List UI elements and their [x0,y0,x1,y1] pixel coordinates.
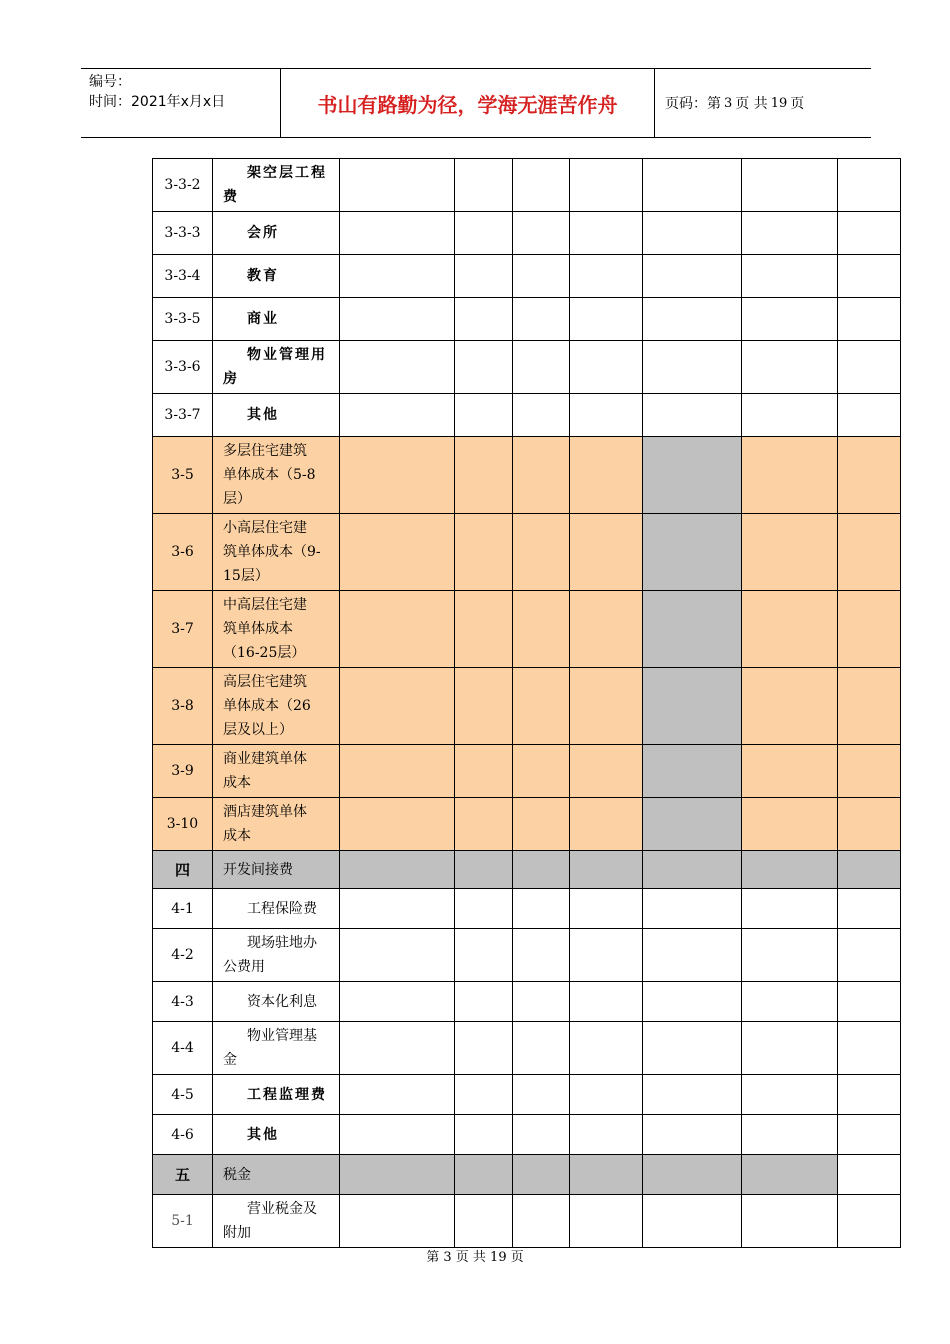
value-cell [838,1022,901,1075]
table-row [153,982,901,1022]
table-row [153,514,901,591]
table-row [153,1155,901,1195]
value-cell [742,159,838,212]
value-cell [570,982,643,1022]
value-cell [340,394,455,437]
value-cell [742,1155,838,1195]
value-cell [340,514,455,591]
item-name-line [223,694,337,718]
value-cell [643,437,742,514]
row-item-name [213,982,340,1022]
value-cell [838,929,901,982]
row-item-name [213,851,340,889]
row-code: 5-1 [153,1195,213,1248]
row-item-name [213,745,340,798]
value-cell [742,514,838,591]
item-name-line [223,343,337,367]
item-name-text: （16-25层） [223,645,306,661]
page-total: 19 [770,95,788,111]
row-code: 3-3-7 [153,394,213,437]
value-cell [513,394,570,437]
page-header [81,68,871,138]
value-cell [570,341,643,394]
row-item-name [213,437,340,514]
row-item-name [213,1075,340,1115]
table-row [153,341,901,394]
item-name-text: 层） [223,491,251,507]
table-row [153,668,901,745]
value-cell [455,798,513,851]
item-name-text: 工程保险费 [247,900,317,917]
value-cell [643,1022,742,1075]
value-cell [513,1115,570,1155]
value-cell [513,1195,570,1248]
value-cell [455,514,513,591]
value-cell [643,1115,742,1155]
item-name-text: 高层住宅建筑 [223,674,307,690]
item-name-line [223,990,337,1014]
value-cell [838,1115,901,1155]
value-cell [340,1155,455,1195]
value-cell [570,1075,643,1115]
table-row [153,798,901,851]
item-name-line [223,897,337,921]
value-cell [340,159,455,212]
value-cell [643,591,742,668]
row-item-name [213,929,340,982]
table-row [153,298,901,341]
value-cell [455,982,513,1022]
value-cell [455,341,513,394]
item-name-text: 教育 [247,268,279,284]
value-cell [643,212,742,255]
value-cell [340,255,455,298]
row-item-name [213,1195,340,1248]
item-name-text: 架空层工程 [247,165,327,181]
item-name-text: 税金 [223,1166,251,1183]
header-meta [81,69,281,137]
value-cell [455,668,513,745]
value-cell [455,298,513,341]
row-item-name [213,514,340,591]
page-suffix: 页 [790,96,805,112]
item-name-text: 其他 [247,407,279,423]
value-cell [455,159,513,212]
value-cell [742,1195,838,1248]
item-name-line [223,540,337,564]
item-name-line [223,367,337,391]
row-code: 3-10 [153,798,213,851]
item-name-text: 商业建筑单体 [223,751,307,767]
table-row [153,1022,901,1075]
item-name-text: 商业 [247,311,279,327]
item-name-text: 酒店建筑单体 [223,804,307,820]
value-cell [742,668,838,745]
value-cell [513,1022,570,1075]
value-cell [455,1115,513,1155]
cost-table [152,158,901,1248]
value-cell [455,212,513,255]
item-name-text: 筑单体成本 [223,621,293,637]
value-cell [513,255,570,298]
table-row [153,851,901,889]
value-cell [513,798,570,851]
table-row [153,1115,901,1155]
item-name-line [223,670,337,694]
table-row [153,1195,901,1248]
value-cell [340,745,455,798]
row-code: 3-6 [153,514,213,591]
value-cell [570,798,643,851]
value-cell [643,394,742,437]
item-name-line [223,955,337,979]
value-cell [838,255,901,298]
value-cell [570,745,643,798]
row-item-name [213,668,340,745]
value-cell [570,668,643,745]
row-code: 四 [153,851,213,889]
item-name-line [223,1163,337,1187]
value-cell [838,514,901,591]
value-cell [513,591,570,668]
row-item-name [213,394,340,437]
row-item-name [213,1115,340,1155]
value-cell [455,1022,513,1075]
row-code: 4-4 [153,1022,213,1075]
value-cell [742,298,838,341]
value-cell [570,159,643,212]
header-code-label: 编号： [89,74,131,90]
value-cell [340,1022,455,1075]
value-cell [838,159,901,212]
row-code: 3-3-2 [153,159,213,212]
value-cell [513,1075,570,1115]
value-cell [340,851,455,889]
table-row [153,212,901,255]
item-name-text: 小高层住宅建 [223,520,307,536]
item-name-line [223,617,337,641]
value-cell [742,851,838,889]
value-cell [455,745,513,798]
value-cell [643,1195,742,1248]
row-item-name [213,255,340,298]
item-name-line [223,1197,337,1221]
value-cell [838,889,901,929]
value-cell [455,1195,513,1248]
item-name-line [223,718,337,742]
value-cell [340,212,455,255]
value-cell [455,255,513,298]
value-cell [742,394,838,437]
item-name-text: 工程监理费 [247,1086,327,1103]
row-code: 3-3-3 [153,212,213,255]
item-name-text: 单体成本（26 [223,698,311,714]
item-name-line [223,487,337,511]
value-cell [742,212,838,255]
item-name-text: 15层） [223,568,269,584]
value-cell [340,889,455,929]
value-cell [570,514,643,591]
value-cell [643,745,742,798]
item-name-text: 单体成本（5-8 [223,467,316,483]
value-cell [513,851,570,889]
value-cell [838,798,901,851]
row-item-name [213,1155,340,1195]
value-cell [742,982,838,1022]
row-item-name [213,212,340,255]
row-code: 4-1 [153,889,213,929]
value-cell [340,668,455,745]
row-item-name [213,798,340,851]
value-cell [838,1155,901,1195]
value-cell [455,889,513,929]
item-name-text: 开发间接费 [223,861,293,878]
value-cell [643,929,742,982]
item-name-line [223,931,337,955]
value-cell [742,1022,838,1075]
value-cell [340,1115,455,1155]
value-cell [643,255,742,298]
page-footer: 第 3 页 共 19 页 [426,1250,524,1265]
value-cell [742,341,838,394]
value-cell [838,982,901,1022]
item-name-text: 金 [223,1052,237,1068]
value-cell [643,298,742,341]
value-cell [838,212,901,255]
value-cell [455,591,513,668]
item-name-text: 层及以上） [223,722,293,738]
row-code: 4-5 [153,1075,213,1115]
value-cell [570,591,643,668]
value-cell [643,1155,742,1195]
value-cell [570,437,643,514]
item-name-text: 附加 [223,1225,251,1241]
table-row [153,255,901,298]
row-code: 3-8 [153,668,213,745]
value-cell [742,1075,838,1115]
value-cell [455,394,513,437]
item-name-line [223,403,337,427]
item-name-text: 筑单体成本（9- [223,544,321,560]
value-cell [455,1075,513,1115]
item-name-text: 成本 [223,828,251,844]
value-cell [340,298,455,341]
item-name-line [223,264,337,288]
value-cell [838,1075,901,1115]
value-cell [643,668,742,745]
value-cell [340,929,455,982]
value-cell [643,798,742,851]
value-cell [570,394,643,437]
row-code: 3-3-4 [153,255,213,298]
value-cell [643,982,742,1022]
table-row [153,394,901,437]
row-code: 五 [153,1155,213,1195]
value-cell [513,1155,570,1195]
item-name-line [223,1048,337,1072]
item-name-line [223,824,337,848]
header-time-label: 时间：2021年x月x日 [89,94,226,110]
item-name-text: 其他 [247,1126,279,1143]
value-cell [643,514,742,591]
value-cell [742,1115,838,1155]
value-cell [570,255,643,298]
value-cell [838,851,901,889]
value-cell [742,591,838,668]
item-name-line [223,593,337,617]
value-cell [513,212,570,255]
value-cell [838,591,901,668]
table-row [153,591,901,668]
item-name-line [223,858,337,882]
item-name-line [223,747,337,771]
value-cell [742,255,838,298]
item-name-text: 房 [223,371,239,387]
row-item-name [213,298,340,341]
value-cell [513,929,570,982]
value-cell [570,298,643,341]
table-row [153,437,901,514]
value-cell [742,889,838,929]
item-name-line [223,463,337,487]
item-name-line [223,564,337,588]
value-cell [570,1115,643,1155]
row-item-name [213,591,340,668]
item-name-text: 费 [223,189,239,205]
item-name-text: 物业管理基 [247,1028,317,1044]
item-name-text: 会所 [247,225,279,241]
value-cell [570,929,643,982]
value-cell [838,341,901,394]
row-item-name [213,159,340,212]
row-code: 4-3 [153,982,213,1022]
item-name-line [223,161,337,185]
item-name-line [223,1024,337,1048]
value-cell [340,341,455,394]
row-item-name [213,1022,340,1075]
value-cell [838,745,901,798]
item-name-text: 多层住宅建筑 [223,443,307,459]
item-name-text: 资本化利息 [247,993,317,1010]
table-row [153,889,901,929]
value-cell [570,889,643,929]
item-name-line [223,641,337,665]
page-mid: 页 共 [735,96,768,112]
value-cell [513,514,570,591]
value-cell [340,437,455,514]
item-name-text: 现场驻地办 [247,935,317,951]
value-cell [513,668,570,745]
row-code: 3-9 [153,745,213,798]
item-name-line [223,771,337,795]
item-name-line [223,516,337,540]
value-cell [838,1195,901,1248]
item-name-line [223,1123,337,1147]
value-cell [340,982,455,1022]
table-row [153,1075,901,1115]
value-cell [340,1075,455,1115]
value-cell [643,851,742,889]
item-name-line [223,185,337,209]
value-cell [570,1195,643,1248]
table-row [153,929,901,982]
row-code: 3-7 [153,591,213,668]
item-name-line [223,439,337,463]
row-item-name [213,889,340,929]
row-item-name [213,341,340,394]
value-cell [643,341,742,394]
value-cell [570,212,643,255]
value-cell [742,745,838,798]
value-cell [455,1155,513,1195]
value-cell [742,798,838,851]
item-name-line [223,800,337,824]
value-cell [340,798,455,851]
row-code: 4-6 [153,1115,213,1155]
value-cell [455,929,513,982]
value-cell [513,341,570,394]
value-cell [340,591,455,668]
item-name-text: 成本 [223,775,251,791]
item-name-line [223,1221,337,1245]
value-cell [513,982,570,1022]
value-cell [340,1195,455,1248]
row-code: 4-2 [153,929,213,982]
value-cell [455,437,513,514]
value-cell [838,668,901,745]
value-cell [513,298,570,341]
value-cell [570,851,643,889]
value-cell [643,889,742,929]
value-cell [570,1155,643,1195]
item-name-text: 中高层住宅建 [223,597,307,613]
item-name-text: 公费用 [223,959,265,975]
value-cell [513,745,570,798]
page-current: 3 [724,95,733,111]
value-cell [513,437,570,514]
value-cell [513,889,570,929]
value-cell [643,1075,742,1115]
value-cell [838,298,901,341]
page-prefix: 页码：第 [665,96,721,112]
value-cell [570,1022,643,1075]
item-name-line [223,1083,337,1107]
table-row [153,159,901,212]
value-cell [742,437,838,514]
value-cell [455,851,513,889]
value-cell [643,159,742,212]
value-cell [513,159,570,212]
header-page-info [655,69,871,137]
value-cell [742,929,838,982]
item-name-text: 物业管理用 [247,347,327,363]
item-name-text: 营业税金及 [247,1201,317,1217]
row-code: 3-5 [153,437,213,514]
row-code: 3-3-5 [153,298,213,341]
header-motto: 书山有路勤为径，学海无涯苦作舟 [281,69,655,137]
value-cell [838,437,901,514]
row-code: 3-3-6 [153,341,213,394]
value-cell [838,394,901,437]
table-row [153,745,901,798]
item-name-line [223,221,337,245]
item-name-line [223,307,337,331]
